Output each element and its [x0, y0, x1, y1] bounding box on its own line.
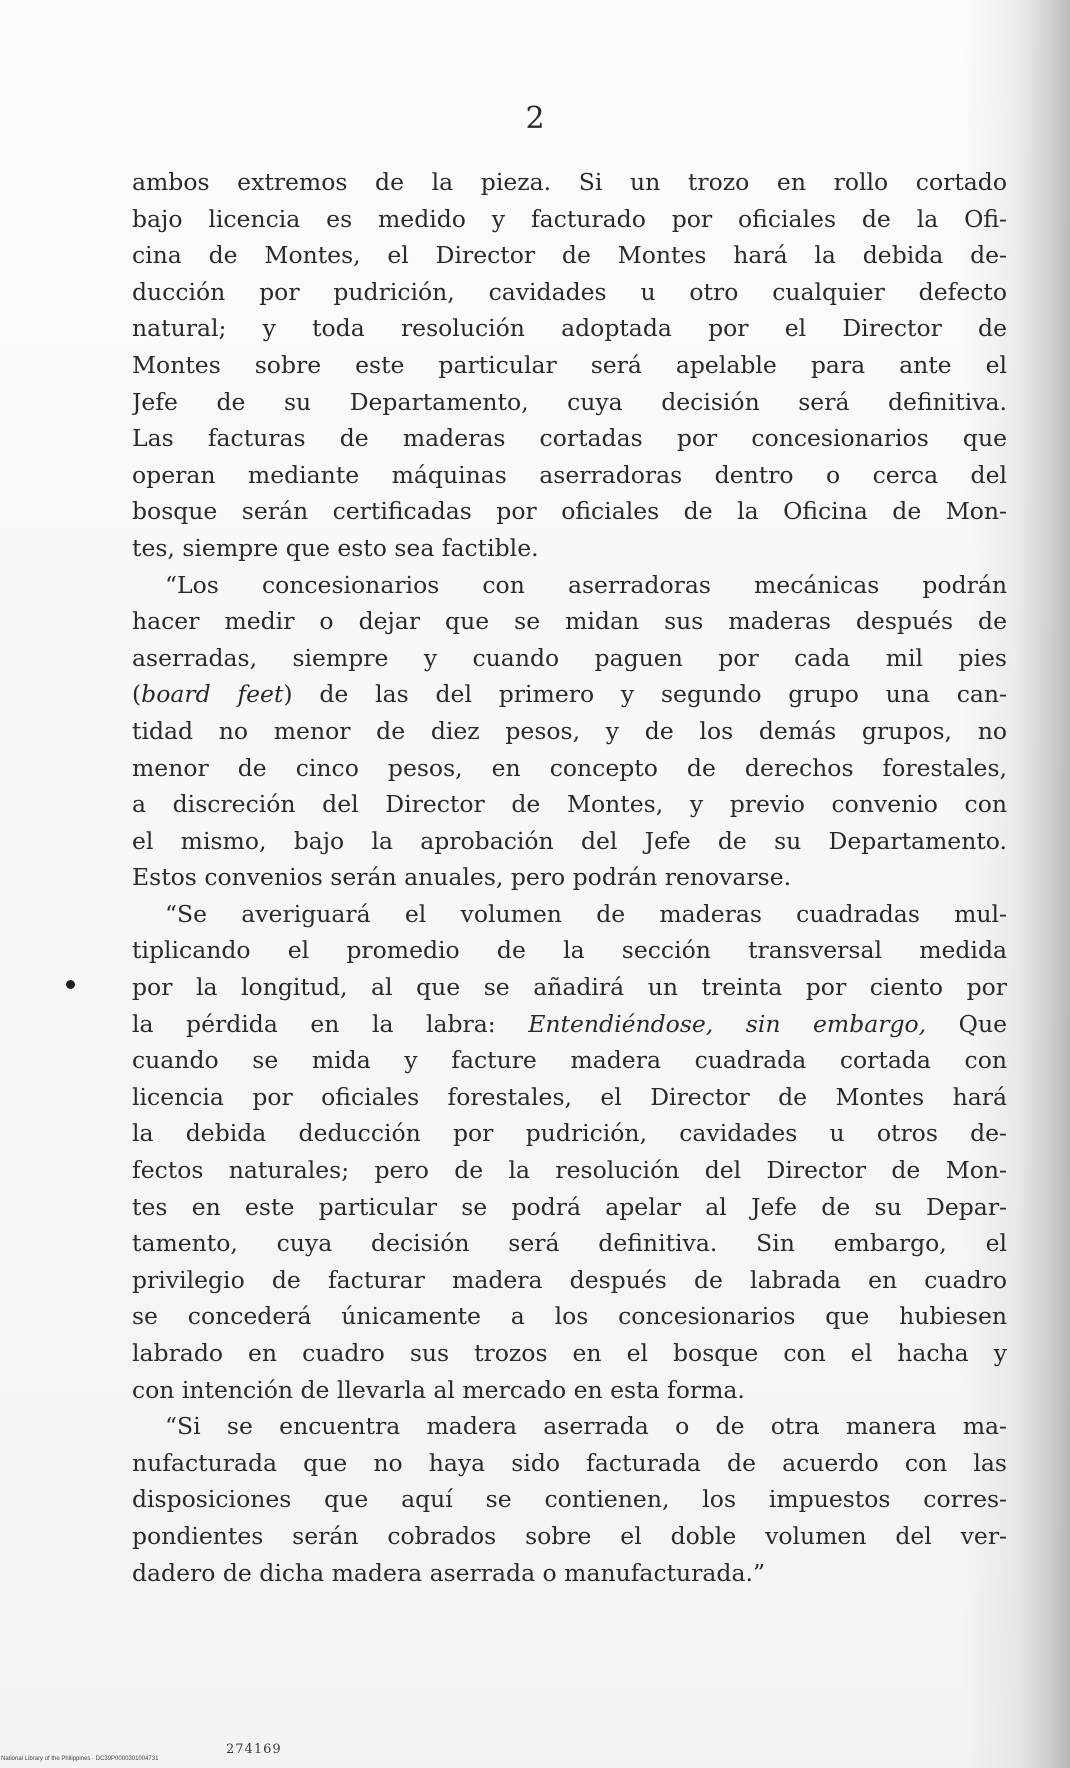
paragraph [132, 567, 1007, 896]
text-line: pondientes serán cobrados sobre el doble volumen del ver- [132, 1521, 1007, 1550]
text-line: aserradas, siempre y cuando paguen por cada mil pies [132, 643, 1007, 672]
footer-stamp: National Library of the Philippines · DC39P0000301004731 [1, 1756, 159, 1762]
text-line: Jefe de su Departamento, cuya decisión será definitiva. [132, 387, 1007, 416]
text-line: bajo licencia es medido y facturado por oficiales de la Ofi- [132, 204, 1007, 233]
text-line: menor de cinco pesos, en concepto de derechos forestales, [132, 753, 1007, 782]
text-line: operan mediante máquinas aserradoras dentro o cerca del [132, 460, 1007, 489]
text-line: Las facturas de maderas cortadas por concesionarios que [132, 424, 1007, 453]
text-line: con intención de llevarla al mercado en esta forma. [132, 1375, 745, 1404]
text-line: hacer medir o dejar que se midan sus maderas después de [132, 607, 1007, 636]
text-line: nufacturada que no haya sido facturada de acuerdo con las [132, 1448, 1007, 1477]
margin-mark [66, 980, 75, 989]
text-line: privilegio de facturar madera después de labrada en cuadro [132, 1265, 1007, 1294]
text-line: por la longitud, al que se añadirá un treinta por ciento por [132, 973, 1007, 1002]
text-line: Estos convenios serán anuales, pero podrán renovarse. [132, 863, 792, 892]
text-line: bosque serán certificadas por oficiales de la Oficina de Mon- [132, 497, 1007, 526]
text-line: natural; y toda resolución adoptada por el Director de [132, 314, 1007, 343]
printer-code: 274169 [226, 1742, 282, 1757]
text-line: Montes sobre este particular será apelable para ante el [132, 350, 1007, 379]
text-line: ambos extremos de la pieza. Si un trozo en rollo cortado [132, 168, 1007, 196]
page-number: 2 [525, 101, 545, 136]
text-line: fectos naturales; pero de la resolución del Director de Mon- [132, 1156, 1007, 1185]
text-line: “Los concesionarios con aserradoras mecánicas podrán [165, 570, 1007, 599]
body-text [132, 164, 1007, 1591]
text-line: tamento, cuya decisión será definitiva. Sin embargo, el [132, 1229, 1007, 1258]
text-segment: ( [132, 680, 142, 709]
text-line: ducción por pudrición, cavidades u otro cualquier defecto [132, 277, 1007, 306]
text-line [132, 676, 1007, 713]
text-segment: Que [926, 1009, 1007, 1038]
text-line: “Si se encuentra madera aserrada o de otra manera ma- [165, 1412, 1007, 1441]
text-line: disposiciones que aquí se contienen, los impuestos corres- [132, 1485, 1007, 1514]
text-line: labrado en cuadro sus trozos en el bosque con el hacha y [132, 1339, 1007, 1367]
text-line: cuando se mida y facture madera cuadrada cortada con [132, 1046, 1007, 1075]
paragraph [132, 896, 1007, 1408]
text-line: el mismo, bajo la aprobación del Jefe de su Departamento. [132, 826, 1007, 855]
text-line: tiplicando el promedio de la sección transversal medida [132, 936, 1007, 965]
text-line: licencia por oficiales forestales, el Director de Montes hará [132, 1082, 1007, 1111]
italic-text: Entendiéndose, sin embargo, [528, 1009, 927, 1038]
text-line: tes, siempre que esto sea factible. [132, 533, 539, 562]
text-line: “Se averiguará el volumen de maderas cuadradas mul- [165, 899, 1007, 928]
text-segment: ) de las del primero y segundo grupo una can- [283, 680, 1007, 709]
paragraph [132, 1408, 1007, 1591]
text-line: tidad no menor de diez pesos, y de los demás grupos, no [132, 716, 1007, 745]
text-line: cina de Montes, el Director de Montes hará la debida de- [132, 241, 1007, 270]
text-line: se concederá únicamente a los concesionarios que hubiesen [132, 1302, 1007, 1331]
paragraph [132, 164, 1007, 567]
text-line: dadero de dicha madera aserrada o manufacturada.” [132, 1558, 765, 1587]
text-segment: la pérdida en la labra: [132, 1009, 529, 1038]
text-line: tes en este particular se podrá apelar al Jefe de su Depar- [132, 1192, 1007, 1221]
text-line [132, 1006, 1007, 1043]
italic-text: board feet [141, 680, 284, 709]
text-line: la debida deducción por pudrición, cavidades u otros de- [132, 1119, 1007, 1148]
text-line: a discreción del Director de Montes, y previo convenio con [132, 790, 1007, 819]
